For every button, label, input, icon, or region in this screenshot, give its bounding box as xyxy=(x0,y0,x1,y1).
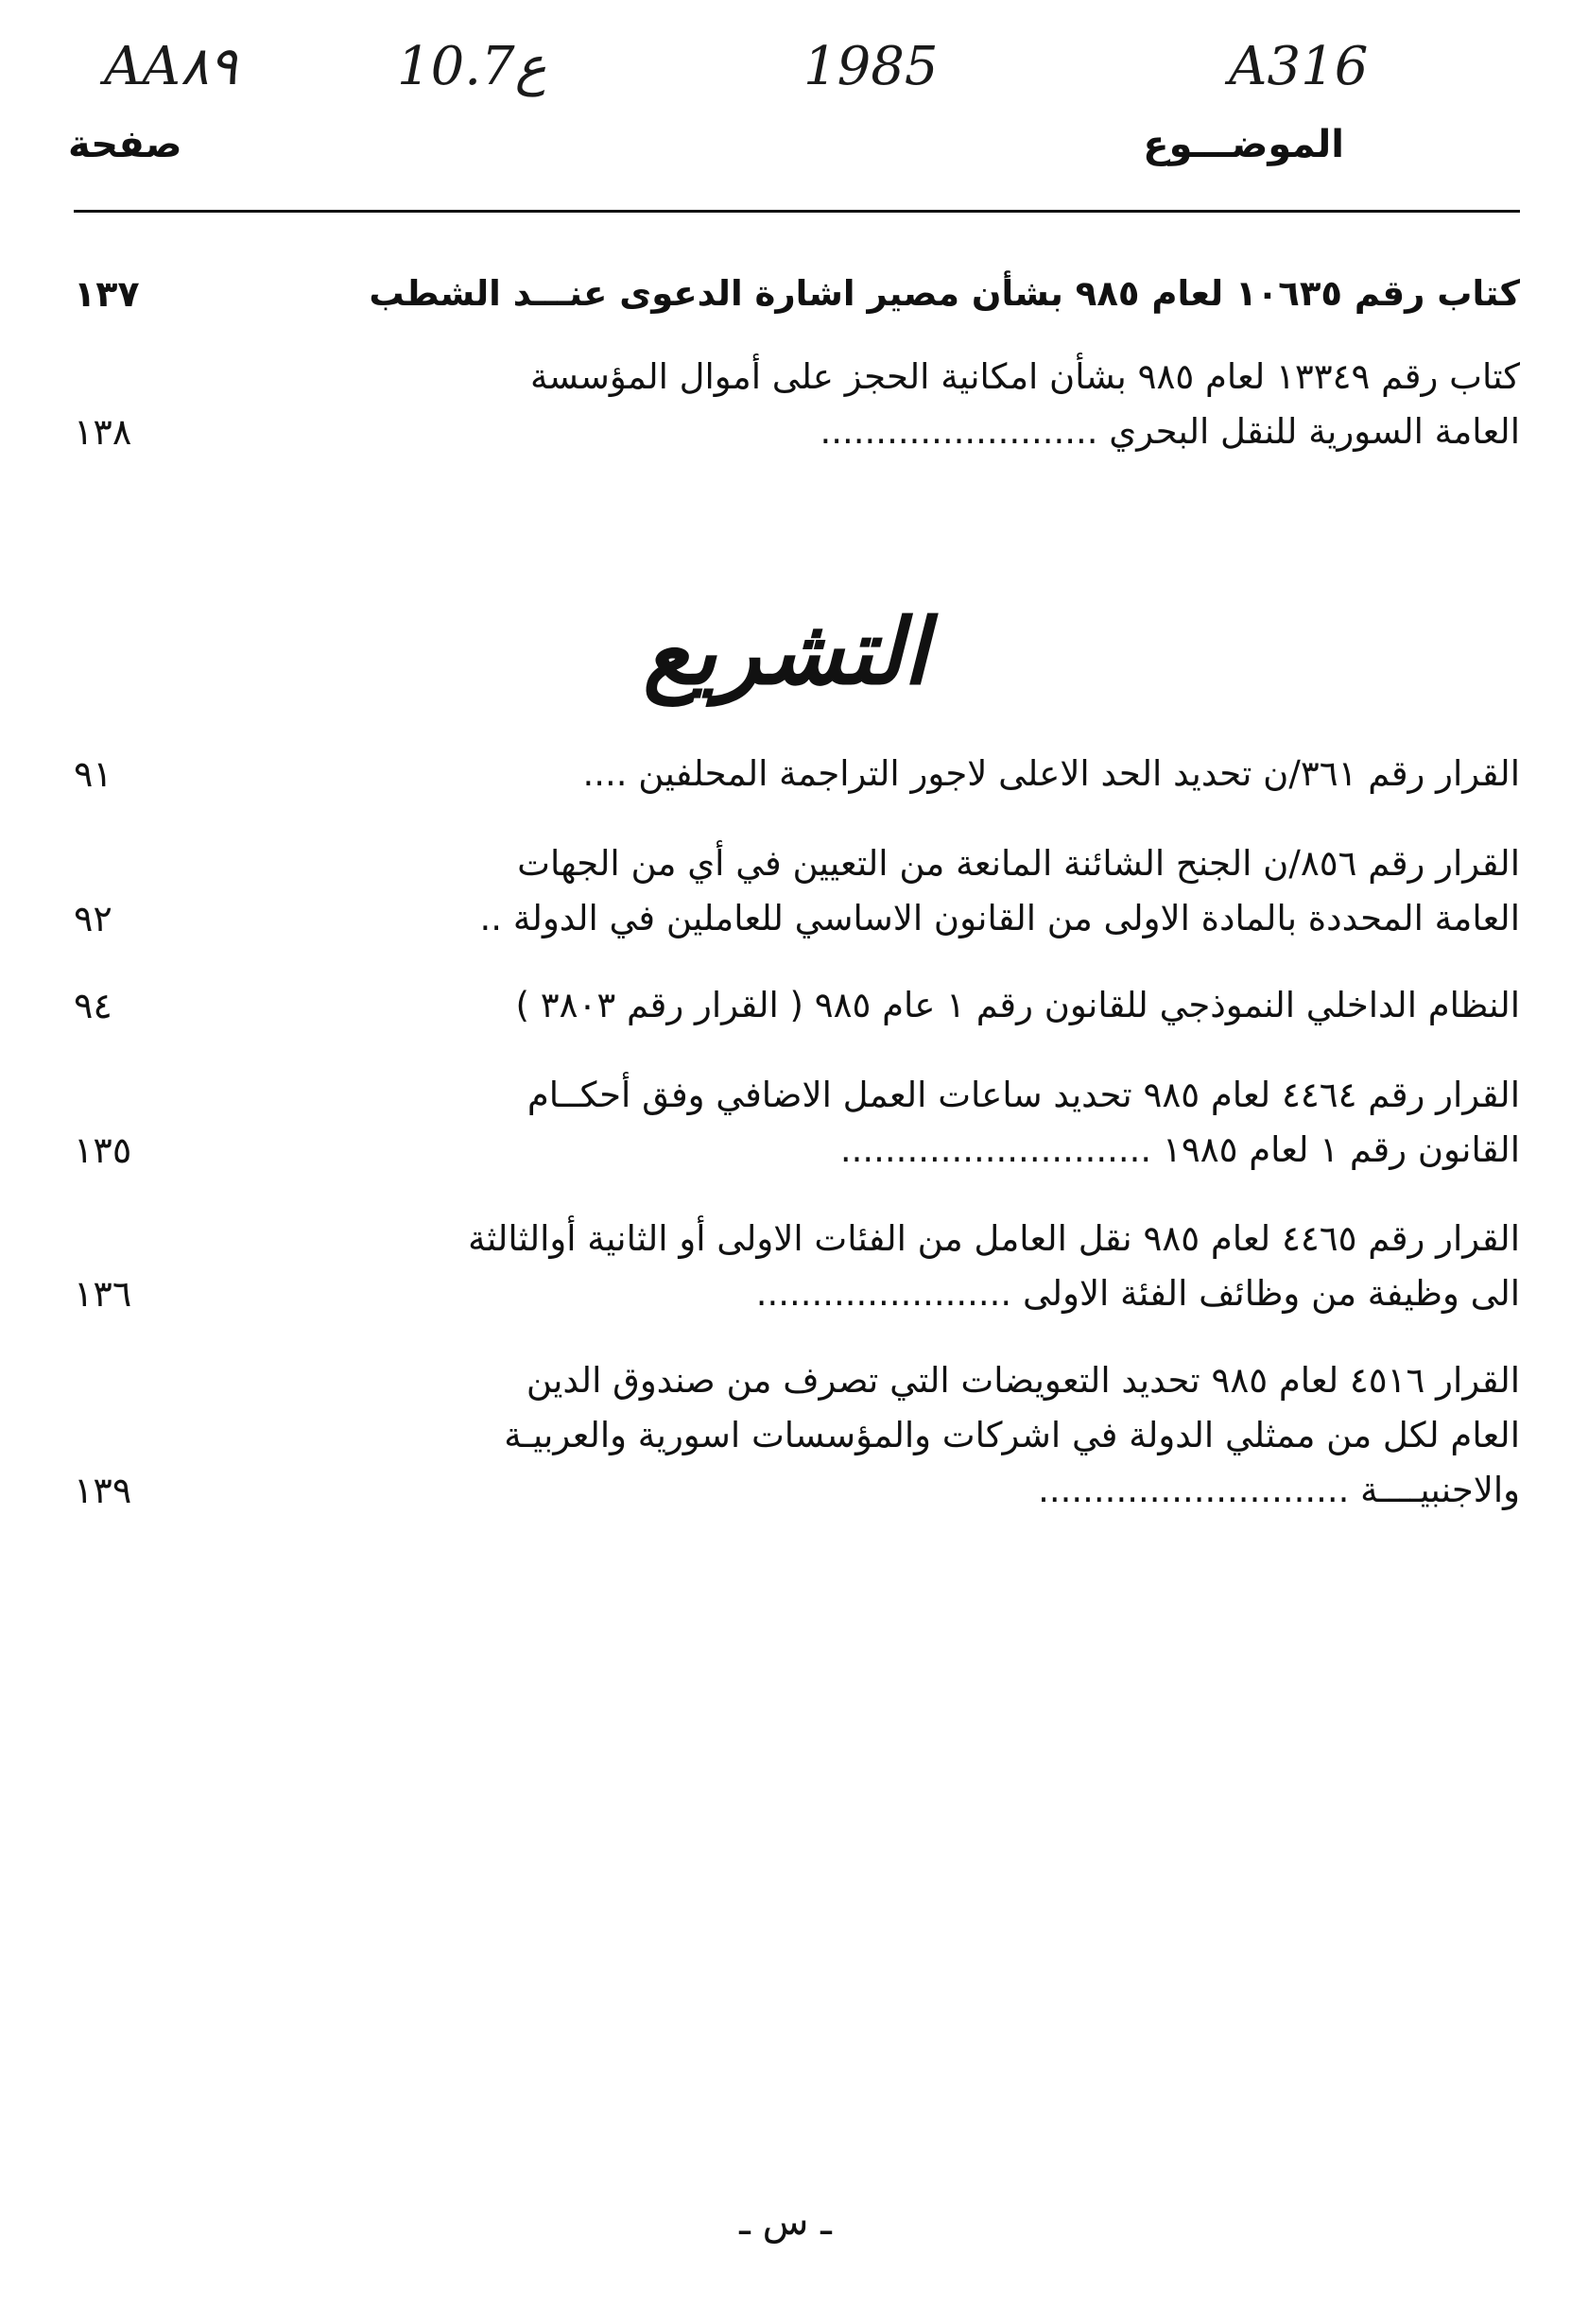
entry-line: القرار رقم ٤٤٦٤ لعام ٩٨٥ تحديد ساعات العمل الاضافي وفق أحكــام xyxy=(527,1075,1520,1115)
entry-line: القرار رقم ٨٥٦/ن الجنح الشائنة المانعة من التعيين في أي من الجهات xyxy=(517,843,1520,884)
entry-page-number: ١٣٩ xyxy=(74,1470,132,1511)
entry-line: النظام الداخلي النموذجي للقانون رقم ١ عام ٩٨٥ ( القرار رقم ٣٨٠٣ ) xyxy=(515,985,1520,1025)
entry-page-number: ١٣٧ xyxy=(74,273,140,315)
entry-page-number: ٩٤ xyxy=(74,985,112,1026)
entry-line: الى وظيفة من وظائف الفئة الاولى ....................... xyxy=(755,1273,1520,1314)
toc-entry xyxy=(74,1353,1520,1518)
entry-line: القرار رقم ٣٦١/ن تحديد الحد الاعلى لاجور التراجمة المحلفين .... xyxy=(582,753,1520,794)
entry-line: العام لكل من ممثلي الدولة في اشركات والمؤسسات اسورية والعربيـة xyxy=(504,1415,1520,1455)
page-column-label: صفحة xyxy=(68,123,182,166)
entry-title xyxy=(244,747,1520,801)
handwritten-year: 1985 xyxy=(803,36,939,97)
toc-entry xyxy=(74,1212,1520,1321)
toc-entry xyxy=(74,267,1520,321)
entry-page-number: ١٣٥ xyxy=(74,1129,132,1171)
entry-title xyxy=(244,267,1520,321)
subject-column-label: الموضـــوع xyxy=(1143,123,1344,166)
handwritten-code: 10.7ع xyxy=(397,36,547,97)
entry-line: والاجنبيــــة ............................ xyxy=(1038,1470,1520,1510)
entry-page-number: ٩١ xyxy=(74,753,112,795)
entry-line: العامة المحددة بالمادة الاولى من القانون الاساسي للعاملين في الدولة .. xyxy=(479,898,1520,938)
handwritten-number: A316 xyxy=(1229,36,1369,97)
toc-entry xyxy=(74,836,1520,946)
entry-page-number: ١٣٨ xyxy=(74,411,132,453)
toc-entry xyxy=(74,350,1520,459)
entry-title xyxy=(244,1353,1520,1518)
entry-line: القانون رقم ١ لعام ١٩٨٥ ............................ xyxy=(839,1129,1520,1170)
entry-line: كتاب رقم ١٠٦٣٥ لعام ٩٨٥ بشأن مصير اشارة الدعوى عنـــد الشطب xyxy=(369,273,1520,314)
toc-entry xyxy=(74,978,1520,1033)
header-divider xyxy=(74,210,1520,213)
entry-page-number: ٩٢ xyxy=(74,898,112,939)
entry-page-number: ١٣٦ xyxy=(74,1273,132,1315)
entry-title xyxy=(244,350,1520,459)
entry-title xyxy=(244,1212,1520,1321)
entry-line: العامة السورية للنقل البحري ......................... xyxy=(820,411,1520,452)
toc-entry xyxy=(74,747,1520,801)
entry-line: كتاب رقم ١٣٣٤٩ لعام ٩٨٥ بشأن امكانية الحجز على أموال المؤسسة xyxy=(529,356,1520,397)
toc-entry xyxy=(74,1068,1520,1178)
section-heading: التشريع xyxy=(643,598,928,705)
entry-line: القرار ٤٥١٦ لعام ٩٨٥ تحديد التعويضات التي تصرف من صندوق الدين xyxy=(526,1360,1520,1401)
entry-line: القرار رقم ٤٤٦٥ لعام ٩٨٥ نقل العامل من الفئات الاولى أو الثانية أوالثالثة xyxy=(468,1218,1520,1259)
entry-title xyxy=(244,978,1520,1033)
page-footer-marker: ـ س ـ xyxy=(739,2200,832,2244)
entry-title xyxy=(244,836,1520,946)
handwritten-ref: AA٨٩ xyxy=(104,36,238,97)
entry-title xyxy=(244,1068,1520,1178)
